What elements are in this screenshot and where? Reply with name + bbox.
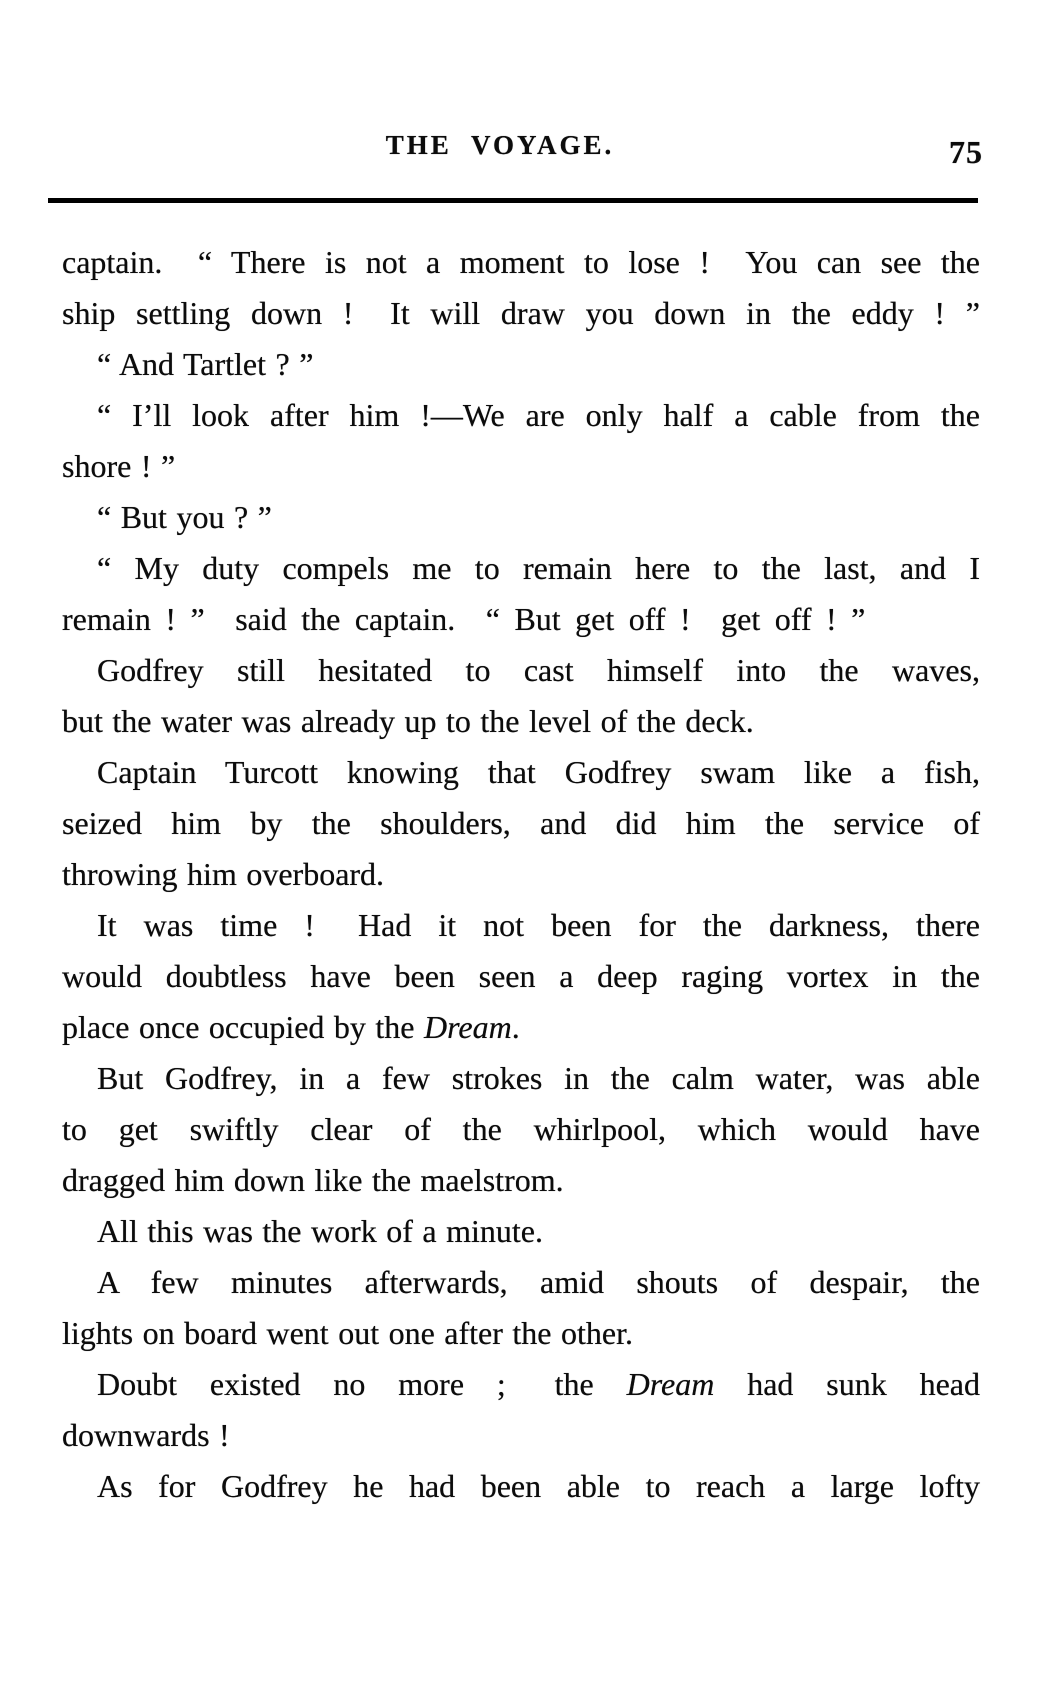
ship-name-italic: Dream	[424, 1009, 512, 1045]
text-line	[62, 390, 980, 441]
text-segment: “ I’ll look after him !—We are only half a cable from the	[97, 397, 980, 433]
text-line	[62, 798, 980, 849]
text-line	[62, 645, 980, 696]
text-line	[62, 441, 980, 492]
running-head-title: THE VOYAGE.	[385, 130, 615, 160]
text-segment: All this was the work of a minute.	[97, 1213, 543, 1249]
text-segment: but the water was already up to the level of the deck.	[62, 703, 754, 739]
text-segment: had sunk head	[714, 1366, 980, 1402]
text-line	[62, 492, 980, 543]
text-segment: It was time ! Had it not been for the darkness, there	[97, 907, 980, 943]
text-segment: But Godfrey, in a few strokes in the calm water, was able	[97, 1060, 980, 1096]
text-line	[62, 1155, 980, 1206]
text-segment: shore ! ”	[62, 448, 176, 484]
text-line	[62, 543, 980, 594]
header-divider-rule	[48, 198, 978, 203]
text-line	[62, 1104, 980, 1155]
text-line	[62, 594, 980, 645]
ship-name-italic: Dream	[626, 1366, 715, 1402]
text-segment: Captain Turcott knowing that Godfrey swam like a fish,	[97, 754, 980, 790]
text-line	[62, 1206, 980, 1257]
text-line	[62, 1461, 980, 1512]
text-segment: “ And Tartlet ? ”	[97, 346, 314, 382]
page-number: 75	[949, 134, 983, 170]
text-segment: seized him by the shoulders, and did him the service of	[62, 805, 980, 841]
text-segment: remain ! ” said the captain. “ But get off ! get off ! ”	[62, 601, 866, 637]
text-segment: Godfrey still hesitated to cast himself into the waves,	[97, 652, 980, 688]
text-segment: place once occupied by the	[62, 1009, 424, 1045]
body-text	[62, 237, 980, 1512]
text-line	[62, 747, 980, 798]
text-segment: “ But you ? ”	[97, 499, 272, 535]
text-segment: to get swiftly clear of the whirlpool, which would have	[62, 1111, 980, 1147]
text-line	[62, 1053, 980, 1104]
text-segment: Doubt existed no more ; the	[97, 1366, 627, 1402]
text-line	[62, 288, 980, 339]
text-segment: downwards !	[62, 1417, 230, 1453]
text-line	[62, 1308, 980, 1359]
text-segment: throwing him overboard.	[62, 856, 385, 892]
text-line	[62, 696, 980, 747]
text-line	[62, 237, 980, 288]
text-segment: captain. “ There is not a moment to lose ! You can see the	[62, 244, 980, 280]
text-segment: A few minutes afterwards, amid shouts of despair, the	[97, 1264, 980, 1300]
text-line	[62, 1002, 980, 1053]
text-line	[62, 1359, 980, 1410]
text-line	[62, 900, 980, 951]
text-segment: “ My duty compels me to remain here to the last, and I	[97, 550, 980, 586]
text-line	[62, 1257, 980, 1308]
text-segment: As for Godfrey he had been able to reach a large lofty	[97, 1468, 980, 1504]
text-segment: .	[511, 1009, 520, 1045]
text-segment: would doubtless have been seen a deep raging vortex in the	[62, 958, 980, 994]
text-line	[62, 849, 980, 900]
text-line	[62, 1410, 980, 1461]
text-segment: ship settling down ! It will draw you down in the eddy ! ”	[62, 295, 980, 331]
text-segment: dragged him down like the maelstrom.	[62, 1162, 564, 1198]
text-line	[62, 339, 980, 390]
text-line	[62, 951, 980, 1002]
text-segment: lights on board went out one after the other.	[62, 1315, 633, 1351]
